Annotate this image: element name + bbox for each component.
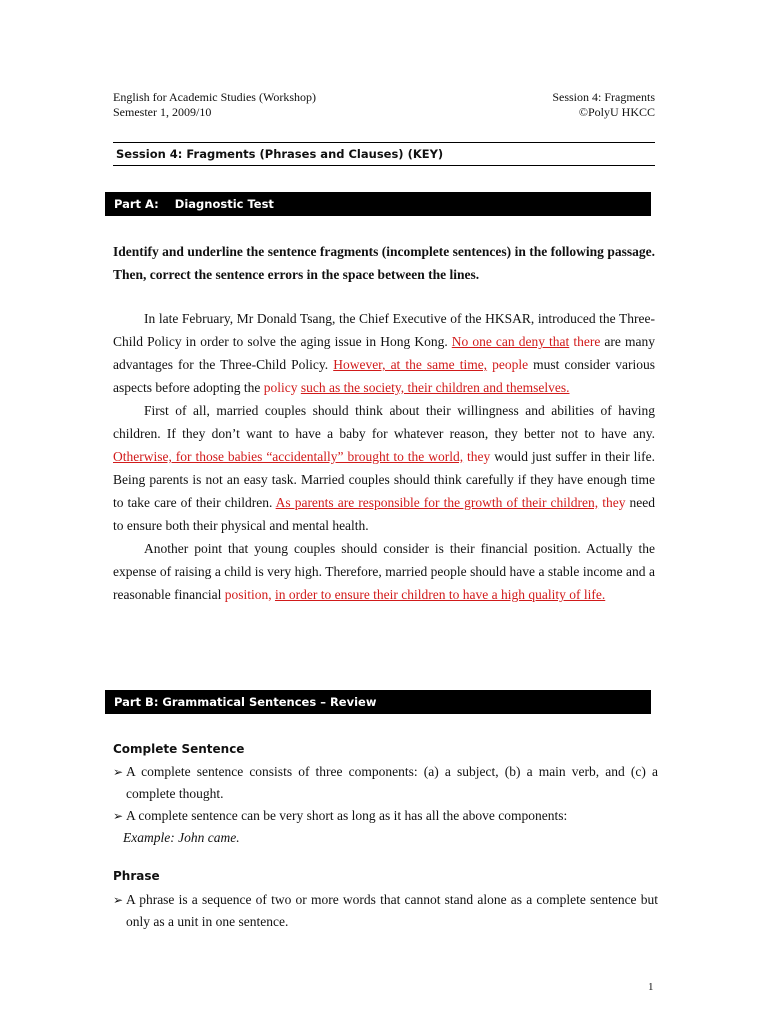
part-a-heading: Part A: Diagnostic Test [114, 197, 274, 211]
correction-underlined: such as the society, their children and themselves. [300, 380, 570, 395]
text-run: would just suffer in their life. Being parents is not an easy task. Married couples should think carefully if they have enough time to take care of their children. [113, 449, 655, 510]
text-run: In late February, Mr Donald Tsang, the Chief Executive of the HKSAR, introduced the Three-Child Policy in order to solve the aging issue in Hong Kong. [113, 311, 655, 349]
diagnostic-passage [113, 307, 655, 606]
correction-word: policy [263, 380, 298, 395]
course-name: English for Academic Studies (Workshop) [113, 90, 316, 104]
page-number: 1 [648, 981, 654, 993]
bullet-item [113, 761, 658, 805]
passage-paragraph-1 [113, 307, 655, 399]
example-sentence: Example: John came. [123, 830, 240, 845]
part-b-heading: Part B: Grammatical Sentences – Review [114, 695, 377, 709]
correction-underlined: However, at the same time, [333, 357, 488, 372]
bullet-text: A complete sentence can be very short as long as it has all the above components: [126, 808, 568, 823]
text-run: are many advantages for the Three-Child Policy. [113, 334, 655, 372]
text-run: need to ensure both their physical and mental health. [113, 495, 656, 533]
correction-word: there [573, 334, 601, 349]
instruction-text: Identify and underline the sentence fragments (incomplete sentences) in the following passage. Then, correct the sentence errors in the space between the lines. [113, 244, 655, 282]
part-b-heading-bar [105, 690, 651, 714]
bullet-text: A phrase is a sequence of two or more words that cannot stand alone as a complete sentence but only as a unit in one sentence. [126, 892, 658, 929]
session-title: Session 4: Fragments (Phrases and Clauses) (KEY) [116, 147, 444, 161]
page-header [113, 90, 655, 120]
correction-underlined: As parents are responsible for the growth of their children, [275, 495, 599, 510]
text-run: First of all, married couples should think about their willingness and abilities of having children. If they don’t want to have a baby for whatever reason, they better not to have any. [113, 403, 655, 441]
arrow-bullet-icon: ➢ [113, 893, 124, 907]
part-b-content [113, 740, 658, 933]
arrow-bullet-icon: ➢ [113, 809, 124, 823]
bullet-item [113, 889, 658, 933]
copyright-label: ©PolyU HKCC [578, 105, 655, 119]
passage-paragraph-2 [113, 399, 655, 537]
correction-underlined: in order to ensure their children to have a high quality of life. [274, 587, 606, 602]
complete-sentence-heading: Complete Sentence [113, 742, 245, 756]
bullet-text: A complete sentence consists of three components: (a) a subject, (b) a main verb, and (c) a complete thought. [126, 764, 658, 801]
correction-word: people [492, 357, 529, 372]
bullet-item [113, 805, 658, 827]
semester-label: Semester 1, 2009/10 [113, 105, 212, 119]
text-run: must consider various aspects before adopting the [113, 357, 656, 395]
correction-word: position, [224, 587, 272, 602]
session-title-box [113, 142, 655, 166]
phrase-heading: Phrase [113, 869, 160, 883]
part-a-heading-bar [105, 192, 651, 216]
passage-paragraph-3 [113, 537, 655, 606]
correction-underlined: No one can deny that [451, 334, 570, 349]
correction-underlined: Otherwise, for those babies “accidentally” brought to the world, [113, 449, 464, 464]
correction-word: they [602, 495, 626, 510]
arrow-bullet-icon: ➢ [113, 765, 124, 779]
correction-word: they [467, 449, 491, 464]
session-label: Session 4: Fragments [552, 90, 655, 104]
text-run: Another point that young couples should consider is their financial position. Actually the expense of raising a child is very high. Therefore, married people should have a stable income and a reasonable financial [113, 541, 655, 602]
